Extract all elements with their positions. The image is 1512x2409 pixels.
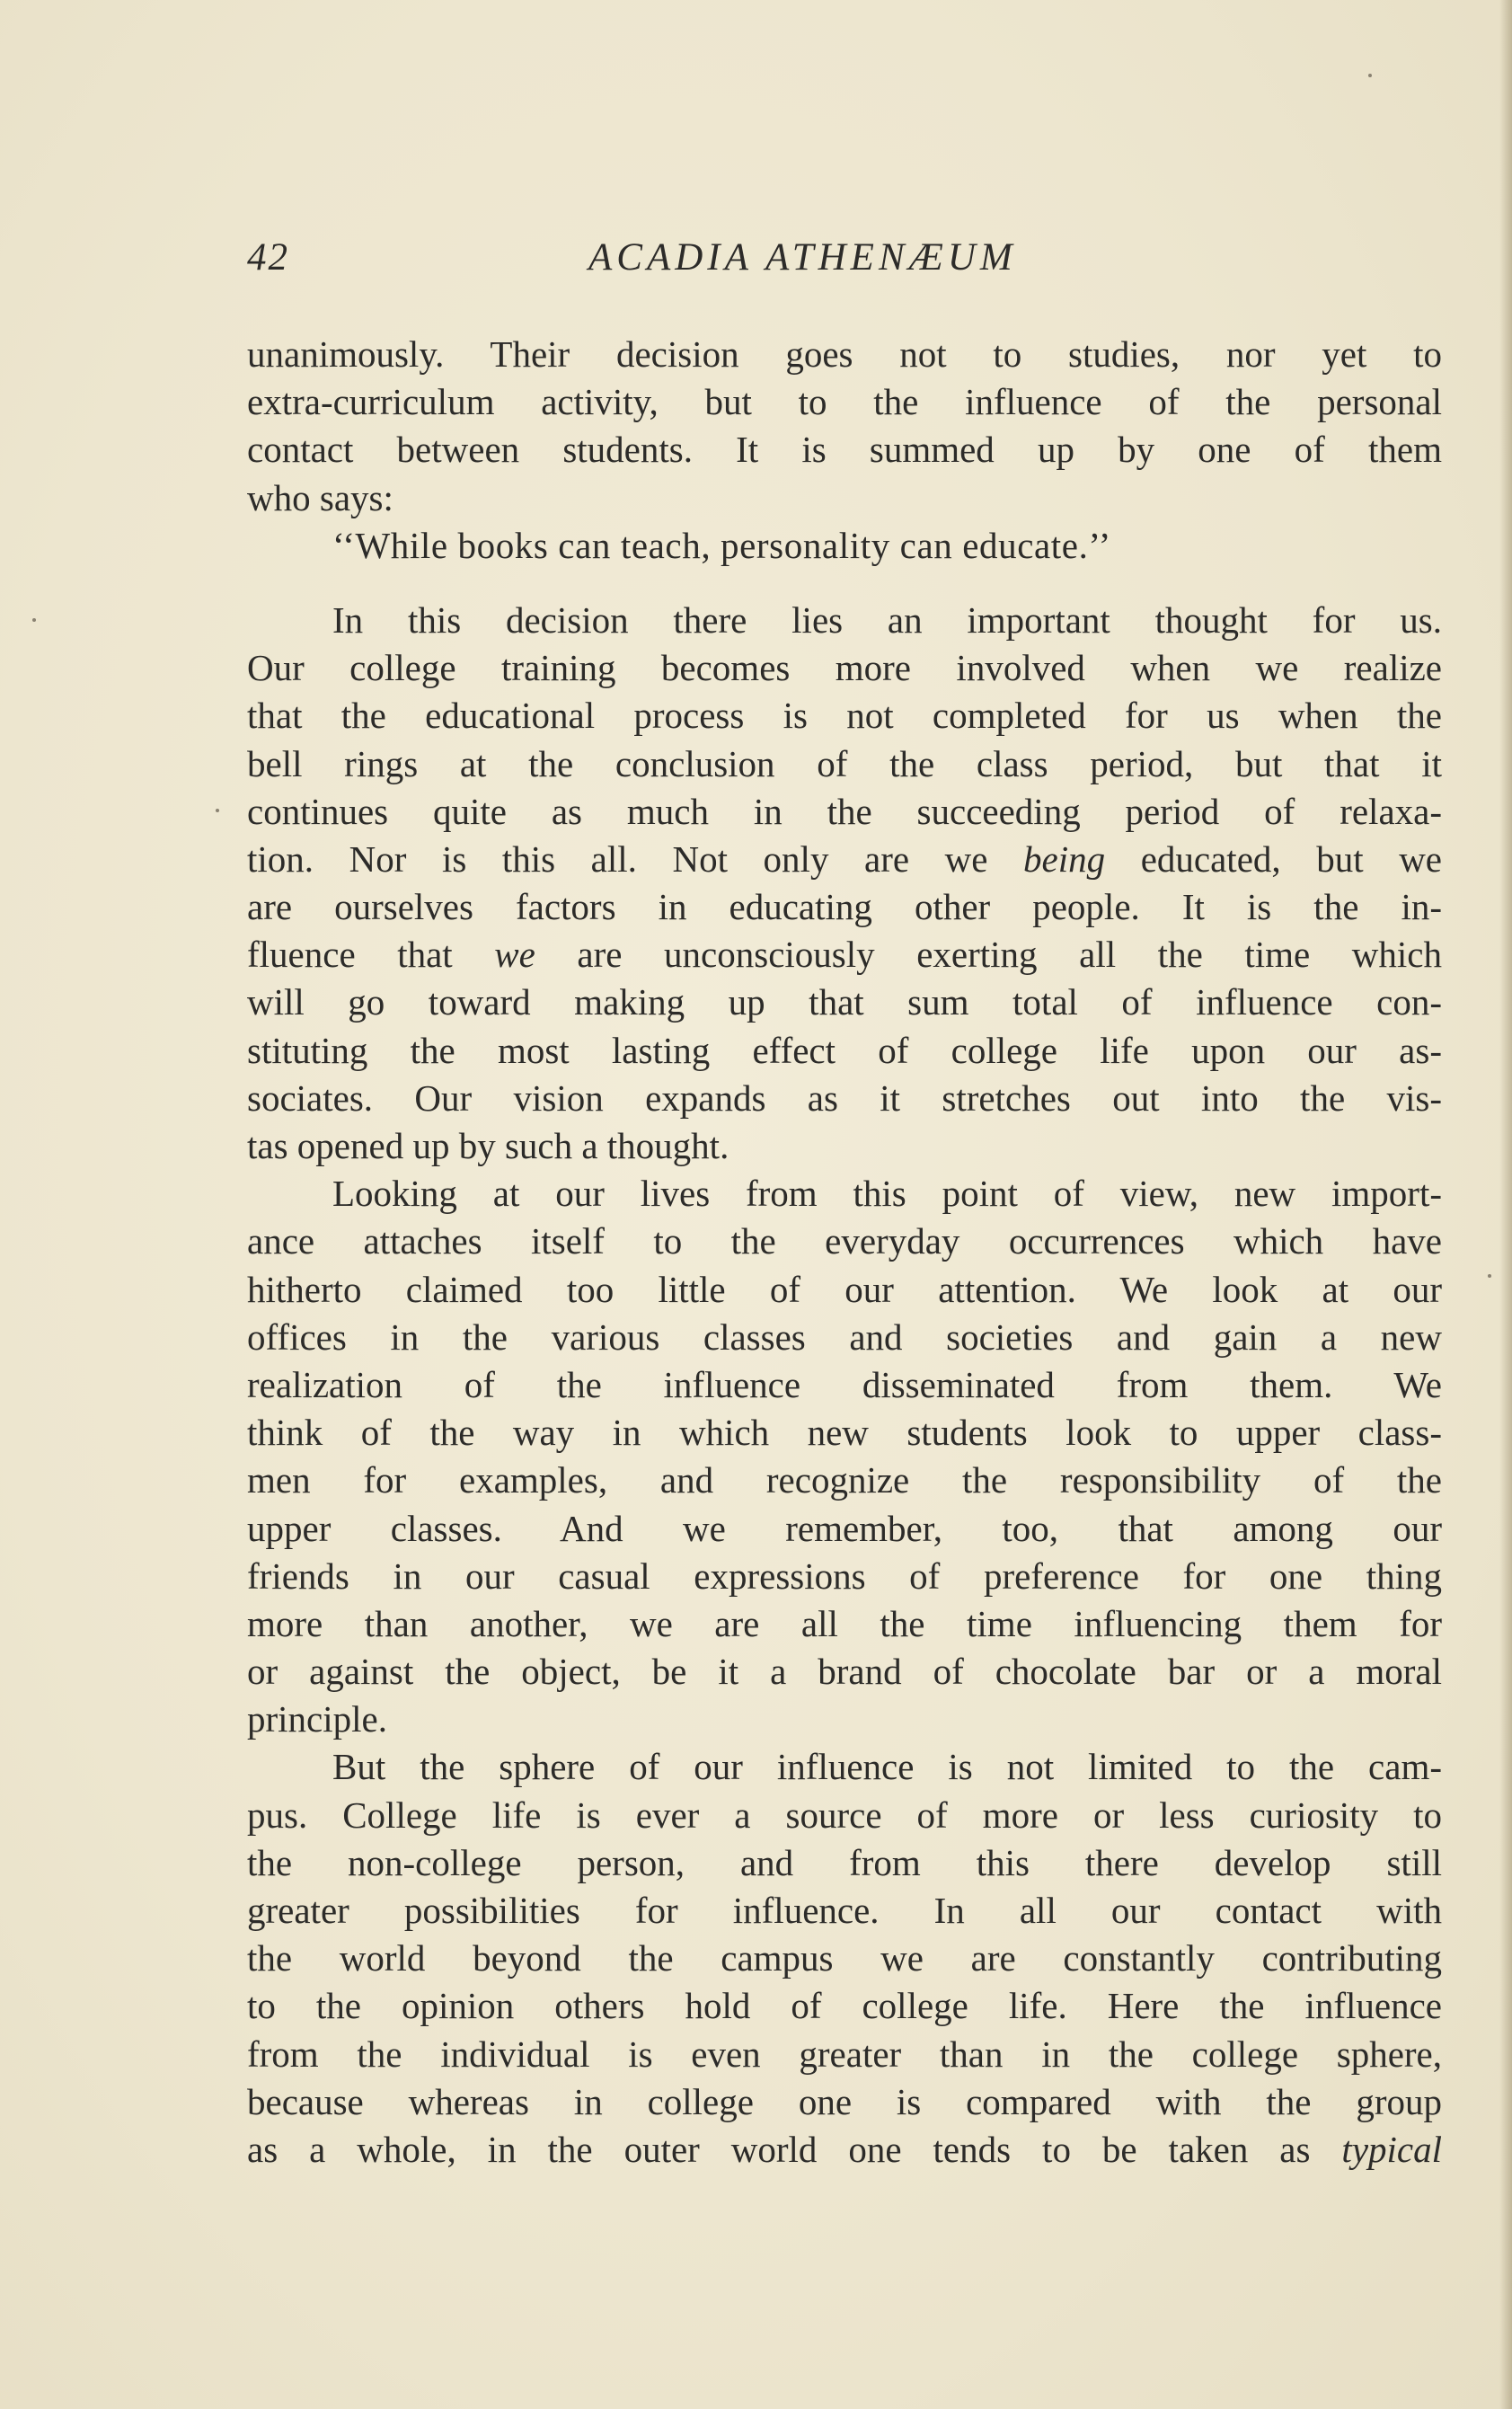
quotation-line: ‘‘While books can teach, personality can educate.’’ — [332, 524, 1111, 566]
running-title: ACADIA ATHENÆUM — [588, 236, 1017, 279]
text-line: greater possibilities for influence. In all our contact with — [247, 1890, 1442, 1931]
text-line: continues quite as much in the succeeding period of relaxa- — [247, 790, 1442, 832]
text-line — [247, 931, 1442, 979]
text-line: extra-curriculum activity, but to the influence of the personal — [247, 381, 1442, 423]
text-line: because whereas in college one is compared with the group — [247, 2080, 1442, 2122]
text-run: as a whole, in the outer world one tends to be taken as — [247, 2128, 1342, 2170]
text-line: tas opened up by such a thought. — [247, 1125, 729, 1166]
text-line: principle. — [247, 1698, 387, 1740]
text-line: think of the way in which new students look to upper class- — [247, 1412, 1442, 1454]
text-line — [247, 836, 1442, 883]
speck — [1488, 1274, 1491, 1278]
text-line: that the educational process is not completed for us when the — [247, 695, 1442, 737]
text-line: Looking at our lives from this point of view, new import- — [332, 1173, 1442, 1215]
speck — [216, 809, 219, 812]
text-line — [247, 2126, 1442, 2174]
text-line: who says: — [247, 476, 393, 518]
text-line: the non-college person, and from this there develop still — [247, 1841, 1442, 1883]
text-line: more than another, we are all the time influencing them for — [247, 1602, 1442, 1644]
text-line: upper classes. And we remember, too, that among our — [247, 1507, 1442, 1549]
body-text — [247, 331, 1442, 2174]
text-line: or against the object, be it a brand of chocolate bar or a moral — [247, 1651, 1442, 1693]
text-run: fluence that — [247, 934, 495, 976]
italic-emphasis: being — [1023, 837, 1106, 880]
paragraph-gap — [247, 570, 1442, 597]
text-line: are ourselves factors in educating other people. It is the in- — [247, 886, 1442, 928]
text-line: Our college training becomes more involved when we realize — [247, 647, 1442, 689]
text-line: offices in the various classes and societies and gain a new — [247, 1315, 1442, 1358]
text-line: unanimously. Their decision goes not to studies, nor yet to — [247, 333, 1442, 375]
text-line: stituting the most lasting effect of college life upon our as- — [247, 1029, 1442, 1071]
text-line: friends in our casual expressions of preference for one thing — [247, 1554, 1442, 1597]
text-line: bell rings at the conclusion of the class period, but that it — [247, 742, 1442, 784]
text-line: to the opinion others hold of college life. Here the influence — [247, 1985, 1442, 2027]
page-number: 42 — [247, 236, 289, 279]
text-line: pus. College life is ever a source of more or less curiosity to — [247, 1793, 1442, 1836]
text-run: tion. Nor is this all. Not only are we — [247, 837, 1024, 880]
text-line: realization of the influence disseminated from them. We — [247, 1363, 1442, 1405]
speck — [32, 618, 36, 622]
text-line: hitherto claimed too little of our attention. We look at our — [247, 1268, 1442, 1310]
text-line: from the individual is even greater than in the college sphere, — [247, 2033, 1442, 2075]
text-line: sociates. Our vision expands as it stretches out into the vis- — [247, 1076, 1442, 1119]
italic-emphasis: typical — [1341, 2128, 1442, 2170]
text-line: will go toward making up that sum total of influence con- — [247, 981, 1442, 1023]
text-line: ance attaches itself to the everyday occurrences which have — [247, 1220, 1442, 1262]
text-line: contact between students. It is summed up by one of them — [247, 429, 1442, 471]
text-line: But the sphere of our influence is not limited to the cam- — [332, 1746, 1442, 1788]
text-line: the world beyond the campus we are constantly contributing — [247, 1937, 1442, 1979]
text-line: In this decision there lies an important thought for us. — [332, 598, 1442, 641]
text-run: are unconsciously exerting all the time which — [535, 934, 1442, 976]
text-run: educated, but we — [1105, 837, 1442, 880]
italic-emphasis: we — [494, 934, 535, 976]
text-line: men for examples, and recognize the responsibility of the — [247, 1459, 1442, 1501]
speck — [1368, 74, 1372, 77]
running-header — [247, 235, 1442, 289]
page-edge-shadow — [1499, 0, 1512, 2409]
